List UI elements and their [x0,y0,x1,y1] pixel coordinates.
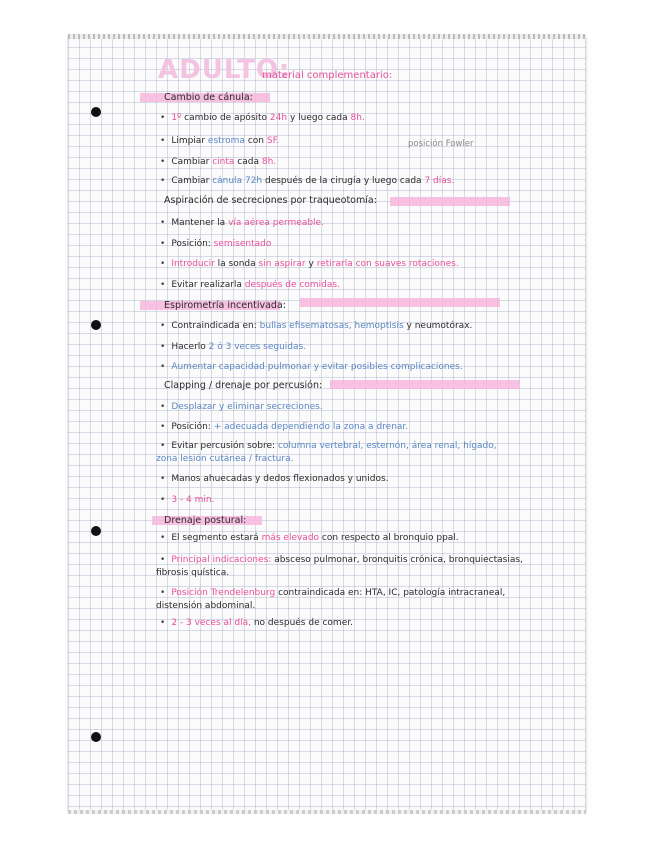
section-heading-aspiracion: Aspiración de secreciones por traqueotomía: [164,195,377,206]
binder-hole [91,526,101,536]
list-item: • Cambiar cinta cada 8h. [160,157,277,167]
list-item: • Aumentar capacidad pulmonar y evitar posibles complicaciones. [160,362,463,372]
list-item-continuation: distensión abdominal. [156,601,256,611]
heading-highlight [330,380,520,389]
list-item: • Cambiar cánula 72h después de la cirugía y luego cada 7 días. [160,176,455,186]
list-item: • Mantener la vía aérea permeable. [160,218,324,228]
section-heading-espirometria: Espirometría incentivada: [164,300,286,311]
list-item: • Posición Trendelenburg contraindicada en: HTA, IC, patología intracraneal, [160,588,506,598]
list-item: • Posición: semisentado [160,239,272,249]
list-item: • Evitar realizarla después de comidas. [160,280,340,290]
binder-hole [91,732,101,742]
list-item: • Contraindicada en: bullas efisematosas, hemoptisis y neumotórax. [160,321,473,331]
list-item-continuation: zona lesión cutánea / fractura. [156,454,294,464]
list-item: • Desplazar y eliminar secreciones. [160,402,323,412]
list-item: • Limpiar estroma con SF. [160,136,280,146]
list-item: • Posición: + adecuada dependiendo la zona a drenar. [160,422,409,432]
perforated-edge-top [68,34,586,39]
side-note: posición Fowler [408,139,474,149]
list-item: • Evitar percusión sobre: columna vertebral, esternón, área renal, hígado, [160,441,497,451]
list-item: • El segmento estará más elevado con respecto al bronquio ppal. [160,533,459,543]
page-subtitle: material complementario: [262,70,393,81]
perforated-edge-bottom [68,810,586,814]
list-item: • 3 - 4 min. [160,495,215,505]
binder-hole [91,320,101,330]
section-heading-drenaje: Drenaje postural: [164,515,247,526]
list-item: • Manos ahuecadas y dedos flexionados y unidos. [160,474,389,484]
heading-highlight [300,298,500,307]
page-title: ADULTO: [158,55,291,85]
section-heading-canula: Cambio de cánula: [164,92,253,103]
list-item: • Principal indicaciones: absceso pulmonar, bronquitis crónica, bronquiectasias, [160,555,523,565]
list-item: • 1º cambio de apósito 24h y luego cada 8h. [160,113,365,123]
list-item: • Hacerlo 2 ó 3 veces seguidas. [160,342,307,352]
list-item: • 2 - 3 veces al día, no después de comer. [160,618,353,628]
list-item: • Introducir la sonda sin aspirar y retirarla con suaves rotaciones. [160,259,459,269]
heading-highlight [390,197,510,206]
binder-hole [91,107,101,117]
section-heading-clapping: Clapping / drenaje por percusión: [164,380,323,391]
list-item-continuation: fibrosis quística. [156,568,230,578]
